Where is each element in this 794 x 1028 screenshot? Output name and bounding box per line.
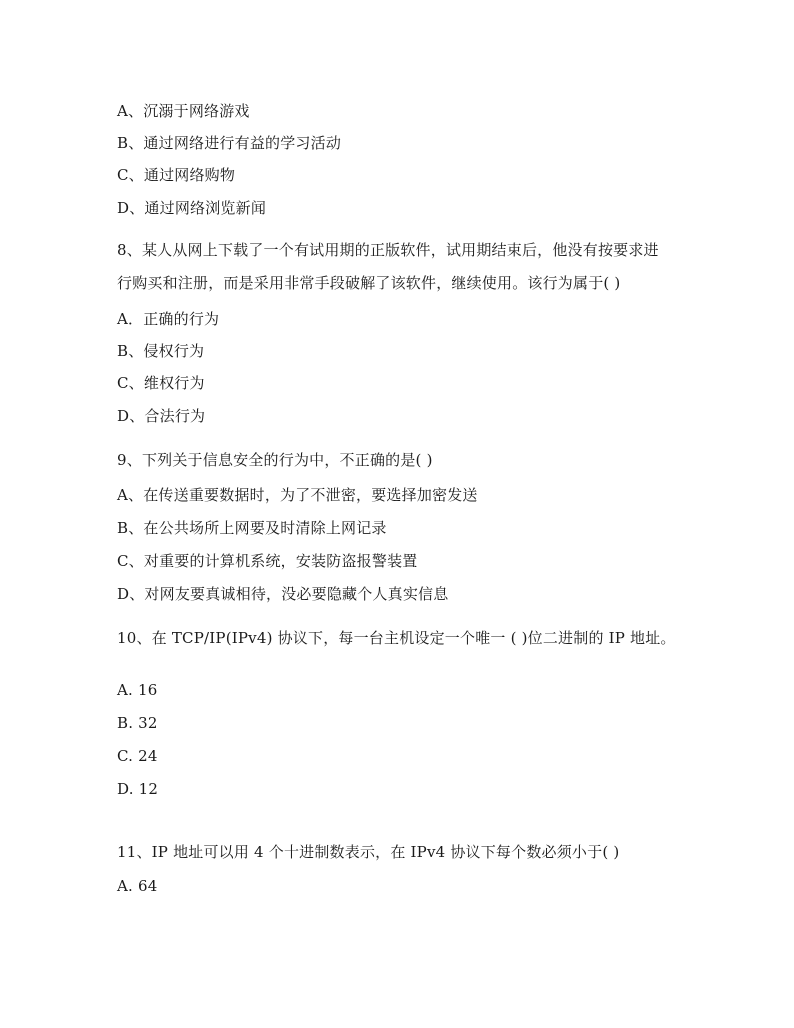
q9-option-b: B、在公共场所上网要及时清除上网记录 (117, 519, 387, 537)
q10-stem: 10、在 TCP/IP(IPv4) 协议下，每一台主机设定一个唯一 ( )位二进制的 IP 地址。 (117, 629, 676, 647)
q10-option-b: B. 32 (117, 714, 158, 732)
q10-option-a: A. 16 (117, 681, 158, 699)
q10-option-c: C. 24 (117, 747, 158, 765)
q9-option-c: C、对重要的计算机系统，安装防盗报警装置 (117, 552, 418, 570)
q8-option-a: A．正确的行为 (117, 310, 220, 328)
q8-option-d: D、合法行为 (117, 407, 206, 425)
q9-option-d: D、对网友要真诚相待，没必要隐藏个人真实信息 (117, 585, 449, 603)
q9-stem: 9、下列关于信息安全的行为中，不正确的是( ) (117, 451, 433, 469)
q7-option-c: C、通过网络购物 (117, 166, 236, 184)
q8-stem-line1: 8、某人从网上下载了一个有试用期的正版软件，试用期结束后，他没有按要求进 (117, 241, 659, 259)
q8-option-c: C、维权行为 (117, 374, 205, 392)
q7-option-a: A、沉溺于网络游戏 (117, 102, 250, 120)
q10-option-d: D. 12 (117, 780, 159, 798)
q8-option-b: B、侵权行为 (117, 342, 205, 360)
q11-option-a: A. 64 (117, 877, 158, 895)
q11-stem: 11、IP 地址可以用 4 个十进制数表示，在 IPv4 协议下每个数必须小于( ) (117, 843, 620, 861)
q8-stem-line2: 行购买和注册，而是采用非常手段破解了该软件，继续使用。该行为属于( ) (117, 274, 621, 292)
q7-option-b: B、通过网络进行有益的学习活动 (117, 134, 342, 152)
q7-option-d: D、通过网络浏览新闻 (117, 199, 267, 217)
q9-option-a: A、在传送重要数据时，为了不泄密，要选择加密发送 (117, 486, 478, 504)
